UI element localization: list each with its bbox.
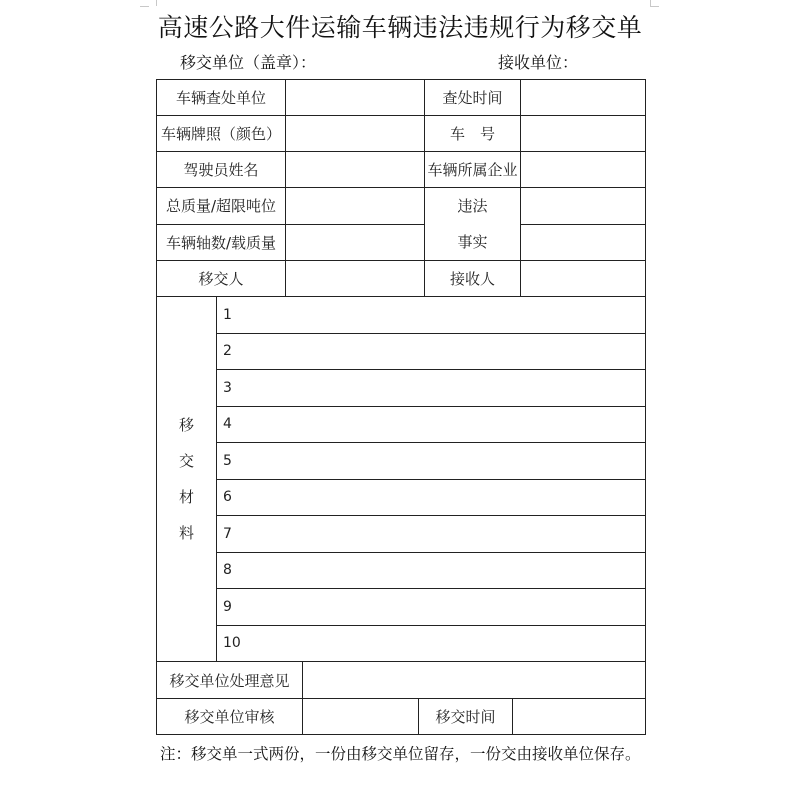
violation-facts-label xyxy=(425,188,521,261)
table-row xyxy=(157,224,646,261)
total-mass-field[interactable] xyxy=(286,188,425,225)
table-row xyxy=(157,333,646,370)
driver-name-field[interactable] xyxy=(286,152,425,188)
transfer-time-label: 移交时间 xyxy=(419,699,513,735)
total-mass-label: 总质量/超限吨位 xyxy=(157,188,286,225)
violation-label-line1: 违法 xyxy=(457,197,488,215)
receiver-label: 接收人 xyxy=(425,261,521,297)
materials-label-char: 移 xyxy=(178,416,194,434)
material-item-1[interactable]: 1 xyxy=(217,297,646,334)
materials-label-char: 料 xyxy=(178,524,194,542)
table-row xyxy=(157,116,646,152)
transfer-unit-label: 移交单位（盖章）： xyxy=(180,53,317,72)
crop-mark xyxy=(650,6,659,7)
table-row xyxy=(157,80,646,116)
table-row xyxy=(157,443,646,480)
inspect-time-field[interactable] xyxy=(521,80,646,116)
material-item-8[interactable]: 8 xyxy=(217,552,646,589)
vehicle-company-field[interactable] xyxy=(521,152,646,188)
violation-label-line2: 事实 xyxy=(457,233,488,251)
table-row xyxy=(157,297,646,334)
plate-color-field[interactable] xyxy=(286,116,425,152)
review-field[interactable] xyxy=(303,699,419,735)
table-row xyxy=(157,370,646,407)
driver-name-label: 驾驶员姓名 xyxy=(157,152,286,188)
axles-load-label: 车辆轴数/载质量 xyxy=(157,224,286,261)
vehicle-company-label: 车辆所属企业 xyxy=(425,152,521,188)
crop-mark xyxy=(140,6,149,7)
axles-load-field[interactable] xyxy=(286,224,425,261)
material-item-2[interactable]: 2 xyxy=(217,333,646,370)
footer-note: 注：移交单一式两份，一份由移交单位留存，一份交由接收单位保存。 xyxy=(160,745,641,763)
table-row xyxy=(157,516,646,553)
table-row xyxy=(157,261,646,297)
opinion-label: 移交单位处理意见 xyxy=(157,662,303,699)
transferor-field[interactable] xyxy=(286,261,425,297)
materials-label-char: 材 xyxy=(178,488,194,506)
review-label: 移交单位审核 xyxy=(157,699,303,735)
table-row xyxy=(157,152,646,188)
vehicle-inspect-unit-label: 车辆查处单位 xyxy=(157,80,286,116)
table-row xyxy=(157,699,646,735)
receiver-field[interactable] xyxy=(521,261,646,297)
document-title: 高速公路大件运输车辆违法违规行为移交单 xyxy=(157,13,643,42)
crop-mark xyxy=(148,0,157,6)
opinion-field[interactable] xyxy=(303,662,646,699)
material-item-3[interactable]: 3 xyxy=(217,370,646,407)
violation-facts-field-1[interactable] xyxy=(521,188,646,225)
material-item-4[interactable]: 4 xyxy=(217,406,646,443)
table-row xyxy=(157,662,646,699)
material-item-10[interactable]: 10 xyxy=(217,625,646,662)
table-row xyxy=(157,552,646,589)
materials-label-char: 交 xyxy=(178,452,194,470)
table-row xyxy=(157,188,646,225)
material-item-7[interactable]: 7 xyxy=(217,516,646,553)
transferor-label: 移交人 xyxy=(157,261,286,297)
materials-label xyxy=(157,297,217,662)
vehicle-no-label: 车 号 xyxy=(425,116,521,152)
vehicle-no-field[interactable] xyxy=(521,116,646,152)
table-row xyxy=(157,479,646,516)
table-row xyxy=(157,589,646,626)
transfer-form-table xyxy=(156,79,646,735)
table-row xyxy=(157,625,646,662)
inspect-time-label: 查处时间 xyxy=(425,80,521,116)
material-item-6[interactable]: 6 xyxy=(217,479,646,516)
material-item-5[interactable]: 5 xyxy=(217,443,646,480)
violation-facts-field-2[interactable] xyxy=(521,224,646,261)
receive-unit-label: 接收单位： xyxy=(498,53,579,72)
transfer-time-field[interactable] xyxy=(513,699,646,735)
table-row xyxy=(157,406,646,443)
material-item-9[interactable]: 9 xyxy=(217,589,646,626)
vehicle-inspect-unit-field[interactable] xyxy=(286,80,425,116)
plate-color-label: 车辆牌照（颜色） xyxy=(157,116,286,152)
